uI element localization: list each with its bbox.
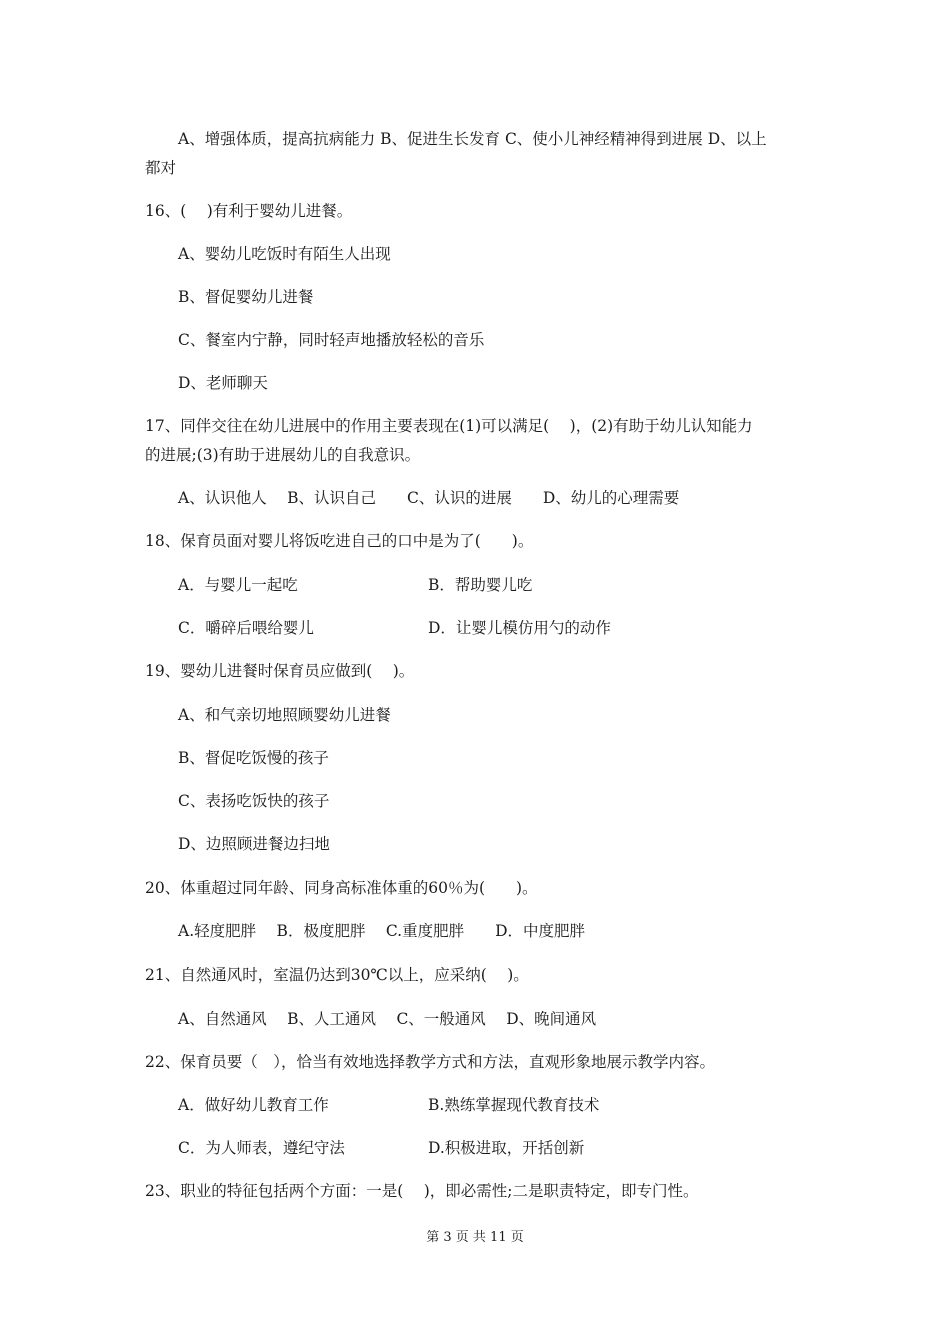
- q16-stem: 16、( )有利于婴幼儿进餐。: [145, 202, 353, 220]
- q22-option-a: A．做好幼儿教育工作: [178, 1096, 329, 1114]
- q19-stem: 19、婴幼儿进餐时保育员应做到( )。: [145, 662, 415, 680]
- q16-option-d: D、老师聊天: [178, 374, 268, 392]
- q19-option-b: B、督促吃饭慢的孩子: [178, 749, 329, 767]
- q22-option-d: D.积极进取，开括创新: [428, 1139, 585, 1157]
- q19-option-c: C、表扬吃饭快的孩子: [178, 792, 330, 810]
- q15-options-line2: 都对: [145, 159, 177, 177]
- q18-option-b: B．帮助婴儿吃: [428, 576, 533, 594]
- q17-stem-line1: 17、同伴交往在幼儿进展中的作用主要表现在(1)可以满足( )，(2)有助于幼儿认知能力: [145, 417, 753, 435]
- q18-option-a: A．与婴儿一起吃: [178, 576, 298, 594]
- q17-options: A、认识他人 B、认识自己 C、认识的进展 D、幼儿的心理需要: [178, 489, 680, 507]
- q18-stem: 18、保育员面对婴儿将饭吃进自己的口中是为了( )。: [145, 532, 534, 550]
- q21-options: A、自然通风 B、人工通风 C、一般通风 D、晚间通风: [178, 1010, 597, 1028]
- q20-options: A.轻度肥胖 B．极度肥胖 C.重度肥胖 D．中度肥胖: [178, 922, 586, 940]
- q18-option-d: D．让婴儿模仿用勺的动作: [428, 619, 611, 637]
- q22-stem: 22、保育员要（ ），恰当有效地选择教学方式和方法，直观形象地展示教学内容。: [145, 1053, 715, 1071]
- q15-options-line1: A、增强体质，提高抗病能力 B、促进生长发育 C、使小儿神经精神得到进展 D、以上: [178, 130, 767, 148]
- q19-option-d: D、边照顾进餐边扫地: [178, 835, 330, 853]
- page-footer: 第 3 页 共 11 页: [426, 1230, 524, 1245]
- q23-stem: 23、职业的特征包括两个方面：一是( )，即必需性;二是职责特定，即专门性。: [145, 1182, 699, 1200]
- q22-option-c: C．为人师表，遵纪守法: [178, 1139, 345, 1157]
- q22-option-b: B.熟练掌握现代教育技术: [428, 1096, 600, 1114]
- q18-option-c: C．嚼碎后喂给婴儿: [178, 619, 314, 637]
- q16-option-c: C、餐室内宁静，同时轻声地播放轻松的音乐: [178, 331, 485, 349]
- q16-option-a: A、婴幼儿吃饭时有陌生人出现: [178, 245, 391, 263]
- q21-stem: 21、自然通风时，室温仍达到30℃以上，应采纳( )。: [145, 966, 529, 984]
- q19-option-a: A、和气亲切地照顾婴幼儿进餐: [178, 706, 391, 724]
- q16-option-b: B、督促婴幼儿进餐: [178, 288, 314, 306]
- q17-stem-line2: 的进展;(3)有助于进展幼儿的自我意识。: [145, 446, 421, 464]
- q20-stem: 20、体重超过同年龄、同身高标准体重的60％为( )。: [145, 879, 538, 897]
